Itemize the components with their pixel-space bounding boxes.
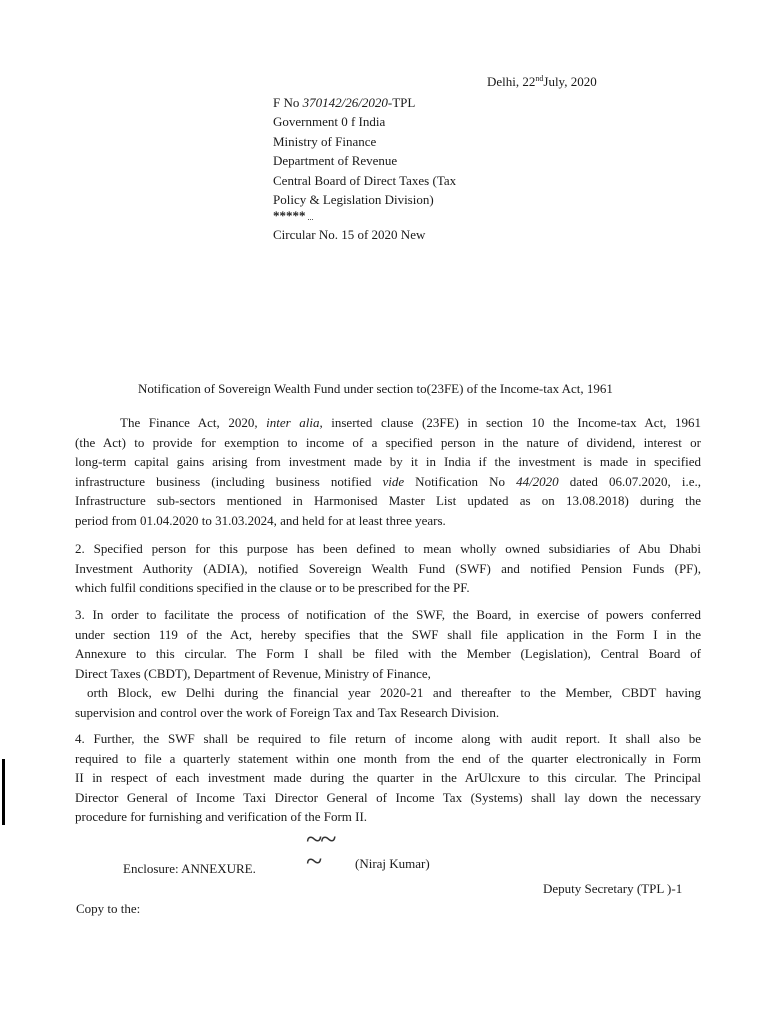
paragraph-line: Investment Authority (ADIA), notified Sovereign Wealth Fund (SWF) and notified Pension Funds (PF), — [75, 560, 701, 576]
copy-to-label: Copy to the: — [76, 901, 141, 916]
signatory-name: (Niraj Kumar) — [355, 856, 430, 871]
division-line: Policy & Legislation Division) — [273, 192, 434, 208]
paragraph-line: under section 119 of the Act, hereby specifies that the SWF shall file application in the Form I in the — [75, 626, 701, 642]
department-line: Department of Revenue — [273, 153, 398, 169]
board-line: Central Board of Direct Taxes (Tax — [273, 172, 457, 188]
paragraph-4 — [75, 729, 701, 827]
paragraph-line: The Finance Act, 2020, inter alia, inserted clause (23FE) in section 10 the Income-tax Act, 1961 — [120, 415, 701, 430]
paragraph-line: (the Act) to provide for exemption to income of a specified person in the nature of dividend, interest or — [75, 434, 701, 450]
paragraph-line: 3. In order to facilitate the process of notification of the SWF, the Board, in exercise of powers conferred — [75, 607, 701, 622]
letterhead — [273, 93, 456, 245]
government-line: Government 0 f India — [273, 114, 386, 130]
paragraph-line: 4. Further, the SWF shall be required to file return of income along with audit report. It shall also be — [75, 731, 701, 746]
separator-stars: ***** ... — [273, 208, 314, 224]
paragraph-2 — [75, 539, 701, 598]
paragraph-line: required to file a quarterly statement within one month from the end of the quarter electronically in Form — [75, 750, 701, 766]
paragraph-line: supervision and control over the work of Foreign Tax and Tax Research Division. — [75, 704, 500, 720]
enclosure-label: Enclosure: ANNEXURE. — [123, 861, 256, 876]
circular-number: Circular No. 15 of 2020 New — [273, 227, 426, 243]
paragraph-line: Annexure to this circular. The Form I shall be filed with the Member (Legislation), Central Board of — [75, 646, 701, 662]
signatory-designation: Deputy Secretary (TPL )-1 — [543, 881, 683, 896]
paragraph-line: II in respect of each investment made during the quarter in the ArUlcxure to this circular. The Principal — [75, 770, 701, 786]
document-title: Notification of Sovereign Wealth Fund under section to(23FE) of the Income-tax Act, 1961 — [138, 381, 613, 396]
margin-mark — [2, 759, 5, 825]
date-line: Delhi, 22ndJuly, 2020 — [487, 74, 597, 89]
file-number: F No 370142/26/2020-TPL — [273, 95, 416, 110]
ministry-line: Ministry of Finance — [273, 133, 377, 149]
paragraph-line: orth Block, ew Delhi during the financial year 2020-21 and thereafter to the Member, CBDT having — [87, 685, 701, 701]
paragraph-line: procedure for furnishing and verification of the Form II. — [75, 809, 368, 825]
paragraph-line: infrastructure business (including business notified vide Notification No 44/2020 dated 06.07.2020, i.e., — [75, 473, 701, 489]
paragraph-line: Infrastructure sub-sectors mentioned in Harmonised Master List updated as on 13.08.2018) during the — [75, 493, 701, 509]
paragraph-line: 2. Specified person for this purpose has been defined to mean wholly owned subsidiaries of Abu Dhabi — [75, 541, 701, 556]
paragraph-line: Director General of Income Taxi Director General of Income Tax (Systems) shall lay down the necessary — [75, 789, 701, 805]
paragraph-1 — [75, 413, 701, 531]
paragraph-line: long-term capital gains arising from investment made by it in India if the investment is made in specified — [75, 454, 701, 470]
paragraph-line: period from 01.04.2020 to 31.03.2024, and held for at least three years. — [75, 512, 446, 528]
signature-mark: ~~ ~ — [306, 823, 335, 878]
paragraph-3 — [75, 605, 701, 723]
paragraph-line: which fulfil conditions specified in the clause or to be prescribed for the PF. — [75, 580, 470, 596]
paragraph-line: Direct Taxes (CBDT), Department of Revenue, Ministry of Finance, — [75, 665, 431, 681]
